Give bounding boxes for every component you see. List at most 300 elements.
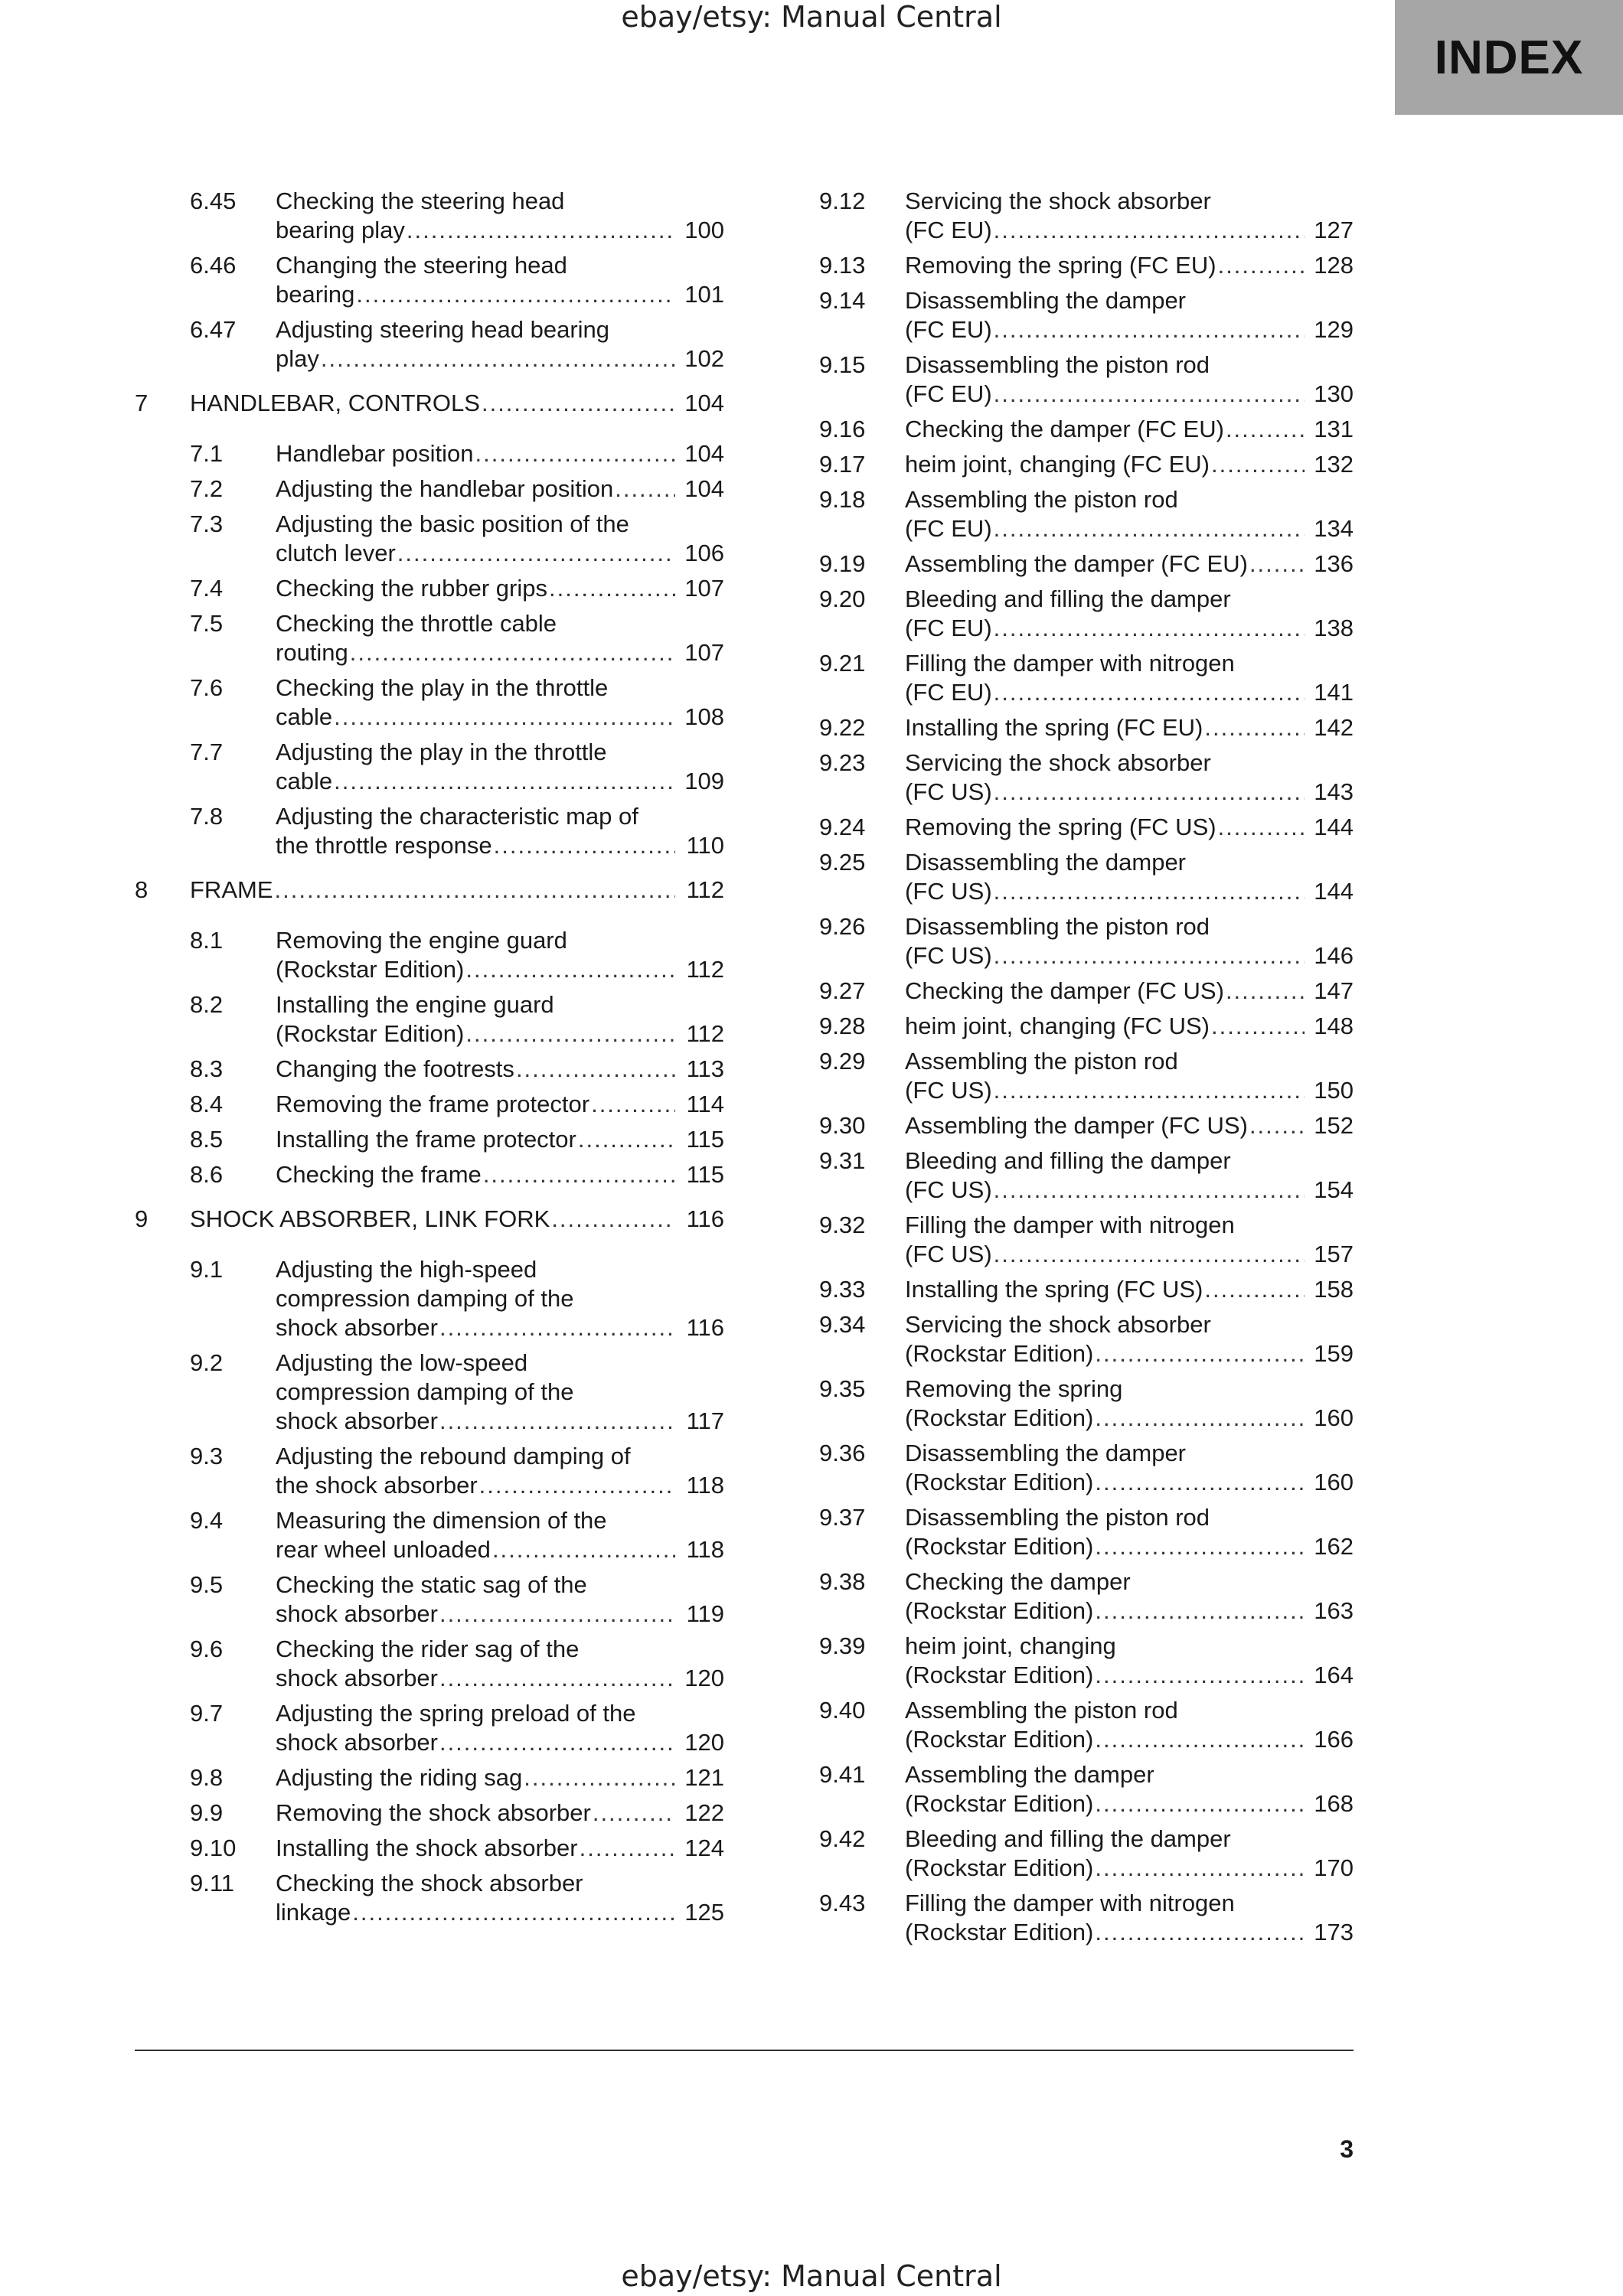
toc-entry[interactable] [819,1825,1354,1883]
dot-leader [1095,1404,1305,1433]
toc-entry-title-line: Assembling the damper (FC US) [905,1112,1248,1139]
toc-entry-title-line: Disassembling the damper [905,849,1187,876]
toc-entry-number: 9.24 [819,814,866,840]
toc-entry[interactable] [819,485,1354,543]
toc-entry-number: 9.21 [819,650,866,677]
dot-leader [356,280,675,309]
toc-entry[interactable] [819,713,1354,742]
dot-leader [994,614,1305,643]
dot-leader [439,1600,675,1629]
dot-leader [483,1160,675,1189]
dot-leader [1204,713,1305,742]
toc-entry-number: 9.35 [819,1375,866,1402]
toc-entry-number: 8.3 [190,1055,224,1082]
toc-entry-title-line: Installing the shock absorber [276,1835,578,1861]
toc-entry-title-line: Assembling the damper (FC EU) [905,550,1248,577]
toc-entry-number: 9.12 [819,188,866,214]
toc-entry-title-line: Checking the static sag of the [276,1571,587,1598]
toc-entry-title-line: Adjusting steering head bearing [276,316,610,343]
toc-entry[interactable] [819,1632,1354,1690]
toc-entry-title-line: Disassembling the piston rod [905,351,1210,378]
toc-entry-title-line: Installing the spring (FC EU) [905,714,1203,741]
toc-entry-title-line: Installing the engine guard [276,991,554,1018]
toc-entry-title-line: Bleeding and filling the damper [905,1825,1231,1852]
toc-entry-page: 113 [686,1055,724,1082]
toc-entry-page: 152 [1314,1112,1354,1139]
toc-entry-title-line: Servicing the shock absorber [905,188,1211,214]
toc-entry-page: 129 [1314,316,1354,343]
toc-entry[interactable] [135,1869,724,1927]
toc-entry[interactable] [135,990,724,1049]
toc-entry[interactable] [135,1699,724,1757]
toc-entry-title-line: Servicing the shock absorber [905,1311,1211,1338]
dot-leader [1095,1918,1305,1947]
toc-entry-title-line: (FC US) [905,778,992,805]
toc-entry-title-line: bearing [276,281,355,308]
toc-entry[interactable] [135,1125,724,1154]
toc-entry-number: 9.39 [819,1632,866,1659]
toc-entry-title-line: rear wheel unloaded [276,1536,491,1563]
toc-entry-title-line: Checking the rubber grips [276,575,547,602]
toc-entry-title-line: bearing play [276,217,405,243]
dot-leader [994,778,1305,807]
toc-entry-number: 7.1 [190,440,224,467]
toc-entry-page: 160 [1314,1404,1354,1431]
dot-leader [1095,1789,1305,1818]
toc-entry-title-line: (FC US) [905,1241,992,1267]
toc-entry-title-line: (Rockstar Edition) [905,1404,1094,1431]
toc-entry[interactable] [819,1012,1354,1041]
toc-entry-page: 117 [686,1407,724,1434]
toc-entry-number: 8 [135,876,149,903]
toc-entry-number: 7 [135,390,149,416]
toc-entry-number: 8.1 [190,927,224,954]
toc-entry-number: 7.4 [190,575,224,602]
dot-leader [994,941,1305,970]
toc-entry[interactable] [135,439,724,468]
toc-entry-page: 162 [1314,1533,1354,1560]
toc-entry-title-line: (Rockstar Edition) [905,1597,1094,1624]
toc-entry-title-line: Checking the play in the throttle [276,674,609,701]
toc-entry[interactable] [819,1275,1354,1304]
toc-entry-title-line: HANDLEBAR, CONTROLS [190,390,480,416]
toc-entry[interactable] [135,926,724,984]
toc-entry[interactable] [819,912,1354,970]
toc-entry-title-line: Assembling the piston rod [905,486,1178,513]
toc-entry[interactable] [135,1570,724,1629]
toc-entry-page: 124 [684,1835,724,1861]
dot-leader [1095,1468,1305,1497]
dot-leader [465,1019,675,1049]
toc-entry-title-line: FRAME [190,876,273,903]
toc-entry-number: 9.16 [819,416,866,442]
toc-entry[interactable] [135,1635,724,1693]
toc-entry[interactable] [135,876,724,905]
toc-entry[interactable] [135,1506,724,1564]
dot-leader [1249,550,1305,579]
toc-entry-title-line: (FC EU) [905,615,992,641]
toc-entry-page: 148 [1314,1013,1354,1039]
toc-entry-number: 9.4 [190,1507,224,1534]
toc-entry-title-line: (FC EU) [905,515,992,542]
toc-entry-title-line: (Rockstar Edition) [905,1662,1094,1688]
toc-entry-page: 112 [686,1020,724,1047]
toc-entry-number: 9.14 [819,287,866,314]
toc-entry-title-line: (Rockstar Edition) [905,1790,1094,1817]
dot-leader [1249,1111,1305,1140]
dot-leader [465,955,675,984]
toc-entry-number: 9.42 [819,1825,866,1852]
toc-entry-number: 7.5 [190,610,224,637]
toc-entry-title-line: Removing the spring [905,1375,1123,1402]
toc-entry[interactable] [819,1567,1354,1626]
dot-leader [580,1834,675,1863]
toc-entry-title-line: shock absorber [276,1665,438,1691]
toc-entry-title-line: Filling the damper with nitrogen [905,1890,1235,1916]
dot-leader [407,216,675,245]
toc-entry-title-line: Checking the damper [905,1568,1131,1595]
watermark-top: ebay/etsy: Manual Central [621,0,1002,34]
toc-entry[interactable] [135,1160,724,1189]
toc-entry-title-line: Adjusting the basic position of the [276,510,629,537]
toc-entry[interactable] [819,813,1354,842]
toc-entry-number: 9.18 [819,486,866,513]
toc-entry[interactable] [135,802,724,860]
toc-entry-page: 159 [1314,1340,1354,1367]
toc-entry-page: 166 [1314,1726,1354,1753]
toc-entry-number: 9.25 [819,849,866,876]
toc-entry-title-line: (FC EU) [905,217,992,243]
toc-entry-title-line: (Rockstar Edition) [276,1020,465,1047]
dot-leader [994,514,1305,543]
toc-entry-page: 104 [684,390,724,416]
toc-entry-number: 7.7 [190,739,224,765]
toc-entry[interactable] [135,574,724,603]
toc-entry[interactable] [819,1375,1354,1433]
toc-entry[interactable] [819,187,1354,245]
toc-entry-title-line: Disassembling the damper [905,1440,1187,1466]
toc-entry-number: 9.5 [190,1571,224,1598]
dot-leader [1095,1854,1305,1883]
dot-leader [334,703,675,732]
toc-entry[interactable] [135,1763,724,1792]
toc-entry-page: 109 [684,768,724,794]
toc-entry[interactable] [819,450,1354,479]
toc-entry-page: 120 [684,1665,724,1691]
toc-entry-page: 134 [1314,515,1354,542]
toc-entry[interactable] [819,1111,1354,1140]
toc-entry[interactable] [135,609,724,667]
toc-entry-number: 9.11 [190,1870,235,1896]
toc-entry-number: 9.32 [819,1212,866,1238]
toc-entry-number: 8.6 [190,1161,224,1188]
dot-leader [350,638,675,667]
toc-entry-number: 9.22 [819,714,866,741]
toc-entry[interactable] [819,748,1354,807]
toc-entry-number: 9.31 [819,1147,866,1174]
toc-entry-page: 116 [686,1205,724,1232]
toc-entry[interactable] [819,1047,1354,1105]
toc-entry-title-line: (FC EU) [905,380,992,407]
toc-entry-title-line: Adjusting the characteristic map of [276,803,638,830]
toc-entry-title-line: Checking the frame [276,1161,482,1188]
dot-leader [549,574,675,603]
toc-entry-page: 115 [686,1126,724,1153]
toc-entry-number: 9.29 [819,1048,866,1075]
dot-leader [275,876,676,905]
toc-entry-page: 164 [1314,1662,1354,1688]
toc-entry-number: 9.38 [819,1568,866,1595]
toc-entry-title-line: (Rockstar Edition) [905,1533,1094,1560]
toc-entry[interactable] [819,848,1354,906]
dot-leader [1095,1596,1305,1626]
toc-entry-title-line: shock absorber [276,1314,438,1341]
toc-entry-page: 101 [684,281,724,308]
dot-leader [593,1799,675,1828]
toc-entry[interactable] [135,673,724,732]
dot-leader [994,1076,1305,1105]
toc-entry-title-line: play [276,345,319,372]
toc-entry-title-line: Removing the engine guard [276,927,567,954]
toc-entry-title-line: Adjusting the riding sag [276,1764,523,1791]
toc-entry[interactable] [135,1834,724,1863]
toc-entry[interactable] [819,1310,1354,1368]
toc-entry-title-line: Adjusting the spring preload of the [276,1700,636,1727]
toc-entry-page: 114 [686,1091,724,1117]
toc-entry-title-line: Assembling the piston rod [905,1697,1178,1724]
toc-entry[interactable] [819,1696,1354,1754]
toc-entry-title-line: routing [276,639,348,666]
dot-leader [479,1471,675,1500]
toc-entry-page: 143 [1314,778,1354,805]
toc-entry-title-line: Installing the frame protector [276,1126,576,1153]
toc-entry[interactable] [135,1090,724,1119]
toc-entry-page: 115 [686,1161,724,1188]
dot-leader [439,1407,675,1436]
toc-entry-number: 9.6 [190,1636,224,1662]
toc-entry[interactable] [135,315,724,373]
toc-entry-title-line: compression damping of the [276,1378,574,1405]
toc-entry-title-line: Removing the spring (FC EU) [905,252,1216,279]
toc-entry-title-line: Changing the steering head [276,252,567,279]
toc-entry-number: 6.47 [190,316,237,343]
toc-entry-page: 136 [1314,550,1354,577]
toc-entry-page: 173 [1314,1919,1354,1945]
toc-entry[interactable] [819,1889,1354,1947]
dot-leader [475,439,675,468]
toc-entry-number: 9.28 [819,1013,866,1039]
toc-entry-page: 112 [686,956,724,983]
toc-entry[interactable] [819,251,1354,280]
toc-entry-title-line: shock absorber [276,1600,438,1627]
toc-entry-page: 118 [686,1472,724,1499]
toc-entry-number: 7.6 [190,674,224,701]
dot-leader [1211,1012,1305,1041]
toc-entry-title-line: (FC US) [905,1176,992,1203]
toc-entry-page: 144 [1314,878,1354,905]
toc-entry-title-line: Handlebar position [276,440,474,467]
toc-entry-page: 138 [1314,615,1354,641]
toc-entry-title-line: clutch lever [276,540,396,566]
dot-leader [439,1664,675,1693]
toc-entry-title-line: cable [276,768,333,794]
toc-entry-title-line: Checking the shock absorber [276,1870,583,1896]
toc-entry-number: 8.2 [190,991,224,1018]
dot-leader [397,539,675,568]
toc-entry-page: 142 [1314,714,1354,741]
toc-entry-title-line: Removing the shock absorber [276,1799,591,1826]
toc-entry-page: 128 [1314,252,1354,279]
toc-entry-page: 119 [686,1600,724,1627]
toc-entry-title-line: shock absorber [276,1407,438,1434]
toc-entry-page: 108 [684,703,724,730]
toc-entry-number: 9.26 [819,913,866,940]
dot-leader [321,344,675,373]
dot-leader [439,1313,675,1342]
dot-leader [1218,813,1305,842]
toc-entry-number: 7.8 [190,803,224,830]
toc-entry-title-line: Bleeding and filling the damper [905,1147,1231,1174]
dot-leader [578,1125,675,1154]
toc-entry[interactable] [135,187,724,245]
toc-entry-number: 9.7 [190,1700,224,1727]
toc-entry-title-line: Adjusting the low-speed [276,1349,528,1376]
toc-entry-page: 157 [1314,1241,1354,1267]
toc-entry-page: 158 [1314,1276,1354,1303]
toc-entry[interactable] [135,389,724,418]
toc-entry-title-line: Removing the spring (FC US) [905,814,1216,840]
dot-leader [482,389,675,418]
dot-leader [994,315,1305,344]
toc-entry-number: 9.37 [819,1504,866,1531]
dot-leader [551,1205,675,1234]
toc-entry-page: 125 [684,1899,724,1926]
toc-entry-number: 9.9 [190,1799,224,1826]
toc-entry-title-line: Adjusting the high-speed [276,1256,537,1283]
toc-entry[interactable] [819,649,1354,707]
toc-entry-page: 144 [1314,814,1354,840]
toc-entry-title-line: the shock absorber [276,1472,478,1499]
toc-entry-title-line: (Rockstar Edition) [905,1726,1094,1753]
dot-leader [524,1763,675,1792]
toc-entry-page: 118 [686,1536,724,1563]
toc-entry-title-line: shock absorber [276,1729,438,1756]
toc-entry-page: 107 [684,575,724,602]
dot-leader [1226,977,1305,1006]
toc-entry-number: 6.45 [190,188,237,214]
toc-entry-title-line: Checking the damper (FC EU) [905,416,1224,442]
toc-entry[interactable] [135,738,724,796]
toc-entry-title-line: (Rockstar Edition) [905,1919,1094,1945]
toc-entry-title-line: Adjusting the rebound damping of [276,1443,631,1469]
toc-entry-title-line: Changing the footrests [276,1055,514,1082]
toc-entry-page: 122 [684,1799,724,1826]
toc-entry-number: 9.15 [819,351,866,378]
toc-entry[interactable] [819,1439,1354,1497]
toc-entry-title-line: cable [276,703,333,730]
toc-entry-number: 9.2 [190,1349,224,1376]
toc-entry[interactable] [135,510,724,568]
toc-entry[interactable] [819,415,1354,444]
toc-entry-page: 110 [686,832,724,859]
dot-leader [1095,1532,1305,1561]
toc-entry-title-line: (FC EU) [905,679,992,706]
index-tab[interactable]: INDEX [1395,0,1623,115]
toc-entry-page: 154 [1314,1176,1354,1203]
toc-entry-number: 7.2 [190,475,224,502]
toc-entry-title-line: heim joint, changing (FC EU) [905,451,1210,478]
toc-entry-number: 9.41 [819,1761,866,1788]
dot-leader [1218,251,1305,280]
dot-leader [492,1535,675,1564]
toc-entry[interactable] [819,286,1354,344]
toc-entry-title-line: Adjusting the handlebar position [276,475,614,502]
toc-entry-page: 100 [684,217,724,243]
toc-entry-title-line: Adjusting the play in the throttle [276,739,607,765]
toc-entry-number: 9.20 [819,585,866,612]
toc-entry[interactable] [819,977,1354,1006]
toc-entry-title-line: Assembling the damper [905,1761,1154,1788]
dot-leader [494,831,675,860]
toc-entry-number: 9.13 [819,252,866,279]
toc-entry[interactable] [819,585,1354,643]
toc-entry-page: 127 [1314,217,1354,243]
toc-entry[interactable] [819,1146,1354,1205]
dot-leader [994,1240,1305,1269]
toc-entry-page: 163 [1314,1597,1354,1624]
toc-entry[interactable] [135,1205,724,1234]
dot-leader [1095,1339,1305,1368]
toc-entry[interactable] [819,1503,1354,1561]
toc-entry-title-line: (FC US) [905,1077,992,1104]
toc-entry[interactable] [135,1255,724,1342]
toc-entry-title-line: Disassembling the piston rod [905,1504,1210,1531]
dot-leader [352,1898,675,1927]
toc-entry-title-line: (Rockstar Edition) [905,1469,1094,1495]
dot-leader [1226,415,1305,444]
toc-entry-title-line: (Rockstar Edition) [905,1854,1094,1881]
toc-entry-title-line: Measuring the dimension of the [276,1507,607,1534]
dot-leader [1095,1661,1305,1690]
toc-entry[interactable] [819,1760,1354,1818]
toc-entry[interactable] [135,1349,724,1436]
toc-entry-title-line: the throttle response [276,832,492,859]
toc-entry-page: 104 [684,475,724,502]
toc-entry[interactable] [135,1442,724,1500]
dot-leader [1095,1725,1305,1754]
toc-entry-page: 104 [684,440,724,467]
toc-entry-page: 102 [684,345,724,372]
toc-entry[interactable] [135,251,724,309]
toc-entry[interactable] [819,351,1354,409]
toc-entry-title-line: Removing the frame protector [276,1091,590,1117]
toc-entry-number: 6.46 [190,252,237,279]
dot-leader [994,877,1305,906]
toc-entry-number: 9.3 [190,1443,224,1469]
toc-entry-page: 146 [1314,942,1354,969]
toc-entry-number: 9.43 [819,1890,866,1916]
toc-entry[interactable] [135,1055,724,1084]
toc-entry[interactable] [135,475,724,504]
toc-entry-title-line: Disassembling the piston rod [905,913,1210,940]
watermark-bottom: ebay/etsy: Manual Central [621,2259,1002,2293]
toc-entry[interactable] [135,1799,724,1828]
toc-entry-page: 168 [1314,1790,1354,1817]
toc-entry-page: 107 [684,639,724,666]
toc-entry[interactable] [819,550,1354,579]
toc-entry[interactable] [819,1211,1354,1269]
toc-entry-title-line: Assembling the piston rod [905,1048,1178,1075]
